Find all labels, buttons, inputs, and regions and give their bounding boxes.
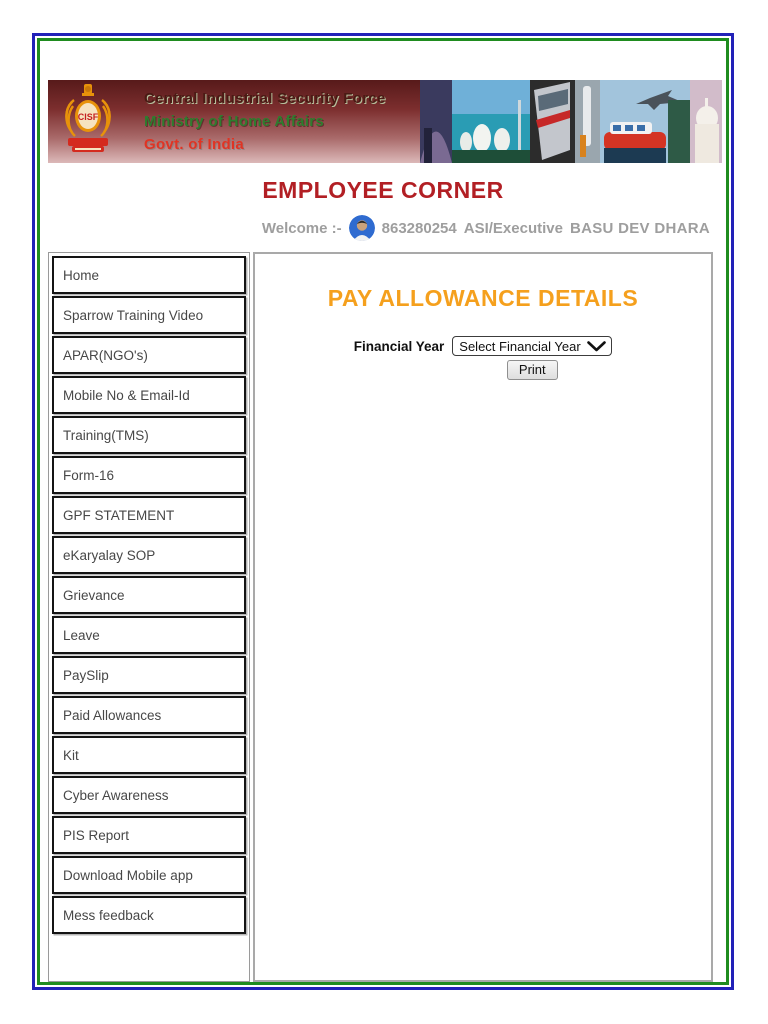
sidebar-item-pis-report[interactable]: PIS Report <box>52 816 246 854</box>
welcome-bar <box>40 215 726 241</box>
chevron-down-icon <box>587 341 606 352</box>
welcome-label: Welcome :- <box>261 219 342 237</box>
sidebar-item-apar-ngos[interactable]: APAR(NGO's) <box>52 336 246 374</box>
sidebar-item-form-16[interactable]: Form-16 <box>52 456 246 494</box>
financial-year-select-value: Select Financial Year <box>459 338 581 354</box>
sidebar-item-mobile-no-email-id[interactable]: Mobile No & Email-Id <box>52 376 246 414</box>
sidebar-item-mess-feedback[interactable]: Mess feedback <box>52 896 246 934</box>
sidebar-item-kit[interactable]: Kit <box>52 736 246 774</box>
page-frame-inner <box>37 38 729 985</box>
sidebar-item-leave[interactable]: Leave <box>52 616 246 654</box>
sidebar-item-home[interactable]: Home <box>52 256 246 294</box>
print-button[interactable]: Print <box>507 360 558 380</box>
sidebar-item-paid-allowances[interactable]: Paid Allowances <box>52 696 246 734</box>
financial-year-form <box>255 336 711 380</box>
sidebar-item-ekaryalay-sop[interactable]: eKaryalay SOP <box>52 536 246 574</box>
page-frame <box>32 33 734 990</box>
org-govt: Govt. of India <box>144 136 245 153</box>
financial-year-label: Financial Year <box>353 338 445 354</box>
page-title: EMPLOYEE CORNER <box>262 177 504 203</box>
sidebar-item-training-tms[interactable]: Training(TMS) <box>52 416 246 454</box>
sidebar-item-payslip[interactable]: PaySlip <box>52 656 246 694</box>
page-content <box>40 41 726 982</box>
sidebar-item-gpf-statement[interactable]: GPF STATEMENT <box>52 496 246 534</box>
main-title: PAY ALLOWANCE DETAILS <box>327 285 639 311</box>
financial-year-select[interactable] <box>452 336 612 356</box>
user-avatar <box>349 215 375 241</box>
employee-id: 863280254 <box>381 219 457 237</box>
employee-rank: ASI/Executive <box>463 219 563 237</box>
employee-name: BASU DEV DHARA <box>569 219 710 237</box>
org-title-block <box>144 87 386 156</box>
header-photo-collage <box>420 80 722 163</box>
sidebar-item-download-mobile-app[interactable]: Download Mobile app <box>52 856 246 894</box>
header-banner <box>48 80 722 163</box>
sidebar-menu <box>48 252 250 982</box>
org-ministry: Ministry of Home Affairs <box>144 113 324 130</box>
main-panel <box>253 252 713 982</box>
columns <box>40 252 726 982</box>
emblem-text: CISF <box>77 112 99 122</box>
print-cell <box>452 360 612 380</box>
sidebar-item-cyber-awareness[interactable]: Cyber Awareness <box>52 776 246 814</box>
sidebar-item-sparrow-training-video[interactable]: Sparrow Training Video <box>52 296 246 334</box>
sidebar-item-grievance[interactable]: Grievance <box>52 576 246 614</box>
cisf-emblem-icon <box>60 82 116 161</box>
org-name: Central Industrial Security Force <box>144 90 386 107</box>
